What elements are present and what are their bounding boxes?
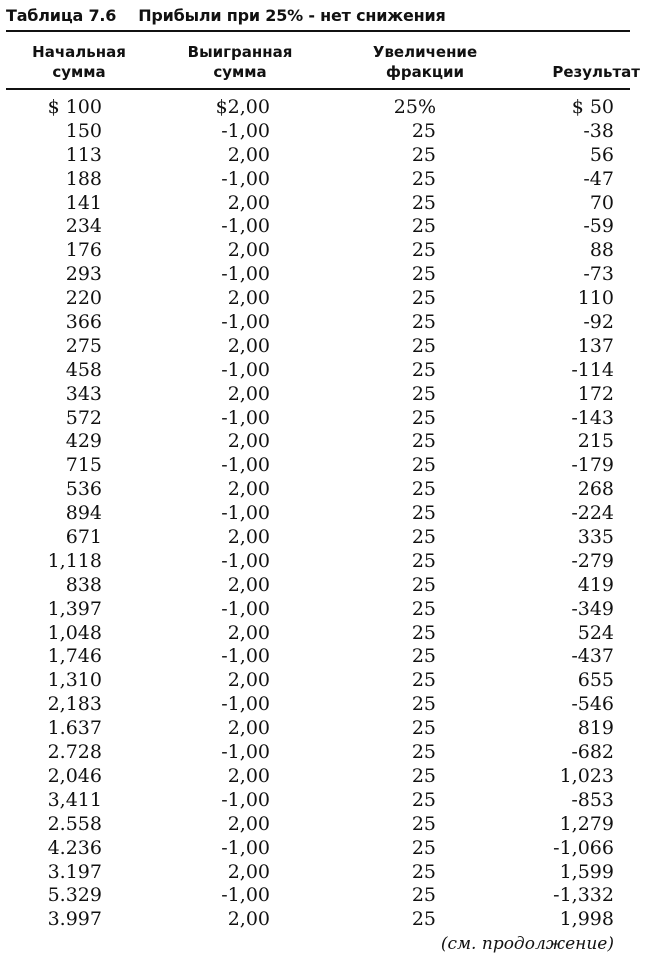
table-row — [0, 789, 652, 813]
result-cell: 268 — [577, 478, 614, 501]
fraction-increase-cell: 25 — [411, 215, 436, 238]
table-row — [0, 192, 652, 216]
result-cell: -546 — [571, 693, 614, 716]
won-amount-cell: -1,00 — [221, 645, 270, 668]
fraction-increase-cell: 25 — [411, 430, 436, 453]
fraction-increase-cell: 25 — [411, 788, 436, 811]
fraction-increase-cell: 25 — [411, 311, 436, 334]
table-body — [0, 96, 652, 932]
fraction-increase-cell: 25 — [411, 263, 436, 286]
won-amount-cell: -1,00 — [221, 215, 270, 238]
header-fraction-increase-line2: фракции — [385, 63, 465, 81]
result-cell: -143 — [571, 406, 614, 429]
fraction-increase-cell: 25 — [411, 526, 436, 549]
start-amount-cell: 275 — [65, 334, 102, 357]
start-amount-cell: 2,046 — [47, 764, 102, 787]
start-amount-cell: 1,048 — [47, 621, 102, 644]
table-row — [0, 526, 652, 550]
start-amount-cell: 3,411 — [47, 788, 102, 811]
result-cell: -1,332 — [553, 884, 614, 907]
fraction-increase-cell: 25 — [411, 741, 436, 764]
table-row — [0, 239, 652, 263]
fraction-increase-cell: 25 — [411, 597, 436, 620]
table-row — [0, 311, 652, 335]
won-amount-cell: 2,00 — [227, 478, 270, 501]
fraction-increase-cell: 25 — [411, 358, 436, 381]
start-amount-cell: 838 — [65, 573, 102, 596]
table-row — [0, 717, 652, 741]
won-amount-cell: 2,00 — [227, 717, 270, 740]
start-amount-cell: 5.329 — [47, 884, 102, 907]
table-row — [0, 550, 652, 574]
won-amount-cell: -1,00 — [221, 836, 270, 859]
won-amount-cell: 2,00 — [227, 669, 270, 692]
start-amount-cell: 1,746 — [47, 645, 102, 668]
result-cell: -349 — [571, 597, 614, 620]
table-row — [0, 837, 652, 861]
start-amount-cell: 150 — [65, 119, 102, 142]
won-amount-cell: 2,00 — [227, 621, 270, 644]
result-cell: -47 — [583, 167, 614, 190]
start-amount-cell: 1,397 — [47, 597, 102, 620]
result-cell: 819 — [577, 717, 614, 740]
table-row — [0, 908, 652, 932]
header-fraction-increase-line1: Увеличение — [372, 43, 478, 61]
won-amount-cell: -1,00 — [221, 741, 270, 764]
fraction-increase-cell: 25 — [411, 693, 436, 716]
header-rule — [6, 88, 630, 90]
won-amount-cell: -1,00 — [221, 119, 270, 142]
result-cell: 1,279 — [559, 812, 614, 835]
result-cell: 524 — [577, 621, 614, 644]
table-row — [0, 359, 652, 383]
header-result: Результат — [552, 63, 640, 81]
table-row — [0, 765, 652, 789]
table-row — [0, 669, 652, 693]
start-amount-cell: 1.637 — [47, 717, 102, 740]
table-row — [0, 478, 652, 502]
table-row — [0, 884, 652, 908]
table-row — [0, 120, 652, 144]
start-amount-cell: 234 — [65, 215, 102, 238]
won-amount-cell: 2,00 — [227, 812, 270, 835]
fraction-increase-cell: 25 — [411, 287, 436, 310]
result-cell: -1,066 — [553, 836, 614, 859]
table-row — [0, 598, 652, 622]
fraction-increase-cell: 25 — [411, 119, 436, 142]
result-cell: -59 — [583, 215, 614, 238]
fraction-increase-cell: 25 — [411, 836, 436, 859]
start-amount-cell: 1,118 — [47, 549, 102, 572]
header-start-amount-line1: Начальная — [32, 43, 126, 61]
result-cell: 419 — [577, 573, 614, 596]
table-row — [0, 502, 652, 526]
won-amount-cell: 2,00 — [227, 526, 270, 549]
result-cell: -38 — [583, 119, 614, 142]
result-cell: 335 — [577, 526, 614, 549]
won-amount-cell: 2,00 — [227, 764, 270, 787]
start-amount-cell: 188 — [65, 167, 102, 190]
table-row — [0, 383, 652, 407]
won-amount-cell: -1,00 — [221, 263, 270, 286]
table-row — [0, 263, 652, 287]
fraction-increase-cell: 25 — [411, 549, 436, 572]
won-amount-cell: -1,00 — [221, 454, 270, 477]
fraction-increase-cell: 25 — [411, 191, 436, 214]
fraction-increase-cell: 25 — [411, 812, 436, 835]
fraction-increase-cell: 25 — [411, 717, 436, 740]
table-title: Прибыли при 25% - нет снижения — [138, 6, 446, 25]
won-amount-cell: 2,00 — [227, 860, 270, 883]
result-cell: -682 — [571, 741, 614, 764]
result-cell: 1,023 — [559, 764, 614, 787]
won-amount-cell: 2,00 — [227, 191, 270, 214]
fraction-increase-cell: 25 — [411, 334, 436, 357]
result-cell: 1,998 — [559, 908, 614, 931]
start-amount-cell: 429 — [65, 430, 102, 453]
result-cell: 70 — [589, 191, 614, 214]
won-amount-cell: $2,00 — [215, 96, 270, 118]
fraction-increase-cell: 25 — [411, 502, 436, 525]
start-amount-cell: 293 — [65, 263, 102, 286]
start-amount-cell: 458 — [65, 358, 102, 381]
result-cell: 88 — [589, 239, 614, 262]
start-amount-cell: 366 — [65, 311, 102, 334]
result-cell: -224 — [571, 502, 614, 525]
won-amount-cell: -1,00 — [221, 167, 270, 190]
header-won-amount-line2: сумма — [213, 63, 267, 81]
start-amount-cell: 536 — [65, 478, 102, 501]
start-amount-cell: 113 — [65, 143, 102, 166]
result-cell: 215 — [577, 430, 614, 453]
result-cell: -179 — [571, 454, 614, 477]
table-row — [0, 622, 652, 646]
table-row — [0, 574, 652, 598]
header-won-amount — [180, 42, 300, 82]
won-amount-cell: 2,00 — [227, 382, 270, 405]
table-row — [0, 430, 652, 454]
start-amount-cell: $ 100 — [47, 96, 102, 118]
start-amount-cell: 2.558 — [47, 812, 102, 835]
table-row — [0, 96, 652, 120]
start-amount-cell: 343 — [65, 382, 102, 405]
result-cell: 56 — [589, 143, 614, 166]
table-row — [0, 215, 652, 239]
fraction-increase-cell: 25 — [411, 143, 436, 166]
start-amount-cell: 894 — [65, 502, 102, 525]
fraction-increase-cell: 25 — [411, 573, 436, 596]
fraction-increase-cell: 25 — [411, 860, 436, 883]
won-amount-cell: -1,00 — [221, 358, 270, 381]
start-amount-cell: 4.236 — [47, 836, 102, 859]
fraction-increase-cell: 25% — [393, 96, 436, 118]
start-amount-cell: 671 — [65, 526, 102, 549]
result-cell: -279 — [571, 549, 614, 572]
start-amount-cell: 176 — [65, 239, 102, 262]
result-cell: 1,599 — [559, 860, 614, 883]
won-amount-cell: 2,00 — [227, 430, 270, 453]
start-amount-cell: 220 — [65, 287, 102, 310]
result-cell: -437 — [571, 645, 614, 668]
start-amount-cell: 2.728 — [47, 741, 102, 764]
result-cell: -92 — [583, 311, 614, 334]
won-amount-cell: 2,00 — [227, 287, 270, 310]
header-won-amount-line1: Выигранная — [187, 43, 293, 61]
fraction-increase-cell: 25 — [411, 478, 436, 501]
table-row — [0, 287, 652, 311]
table-row — [0, 813, 652, 837]
result-cell: $ 50 — [571, 96, 614, 118]
table-number: Таблица 7.6 — [6, 6, 117, 25]
result-cell: 110 — [577, 287, 614, 310]
result-cell: -853 — [571, 788, 614, 811]
result-cell: 137 — [577, 334, 614, 357]
start-amount-cell: 141 — [65, 191, 102, 214]
table-row — [0, 861, 652, 885]
header-fraction-increase — [360, 42, 490, 82]
top-rule — [6, 30, 630, 32]
fraction-increase-cell: 25 — [411, 908, 436, 931]
fraction-increase-cell: 25 — [411, 239, 436, 262]
fraction-increase-cell: 25 — [411, 645, 436, 668]
result-cell: 655 — [577, 669, 614, 692]
fraction-increase-cell: 25 — [411, 669, 436, 692]
won-amount-cell: -1,00 — [221, 693, 270, 716]
won-amount-cell: -1,00 — [221, 597, 270, 620]
header-start-amount-line2: сумма — [52, 63, 106, 81]
fraction-increase-cell: 25 — [411, 884, 436, 907]
header-start-amount — [24, 42, 134, 82]
table-row — [0, 168, 652, 192]
result-cell: 172 — [577, 382, 614, 405]
table-row — [0, 335, 652, 359]
won-amount-cell: 2,00 — [227, 239, 270, 262]
start-amount-cell: 2,183 — [47, 693, 102, 716]
won-amount-cell: 2,00 — [227, 573, 270, 596]
won-amount-cell: 2,00 — [227, 334, 270, 357]
fraction-increase-cell: 25 — [411, 621, 436, 644]
table-row — [0, 741, 652, 765]
table-row — [0, 693, 652, 717]
result-cell: -114 — [571, 358, 614, 381]
won-amount-cell: -1,00 — [221, 311, 270, 334]
table-row — [0, 407, 652, 431]
table-row — [0, 454, 652, 478]
fraction-increase-cell: 25 — [411, 406, 436, 429]
table-row — [0, 144, 652, 168]
won-amount-cell: 2,00 — [227, 143, 270, 166]
result-cell: -73 — [583, 263, 614, 286]
won-amount-cell: -1,00 — [221, 549, 270, 572]
start-amount-cell: 715 — [65, 454, 102, 477]
start-amount-cell: 1,310 — [47, 669, 102, 692]
table-caption — [6, 6, 446, 25]
start-amount-cell: 3.197 — [47, 860, 102, 883]
start-amount-cell: 572 — [65, 406, 102, 429]
fraction-increase-cell: 25 — [411, 167, 436, 190]
won-amount-cell: 2,00 — [227, 908, 270, 931]
won-amount-cell: -1,00 — [221, 406, 270, 429]
won-amount-cell: -1,00 — [221, 502, 270, 525]
start-amount-cell: 3.997 — [47, 908, 102, 931]
fraction-increase-cell: 25 — [411, 382, 436, 405]
won-amount-cell: -1,00 — [221, 788, 270, 811]
won-amount-cell: -1,00 — [221, 884, 270, 907]
fraction-increase-cell: 25 — [411, 764, 436, 787]
table-row — [0, 645, 652, 669]
continued-note: (см. продолжение) — [440, 934, 614, 954]
fraction-increase-cell: 25 — [411, 454, 436, 477]
